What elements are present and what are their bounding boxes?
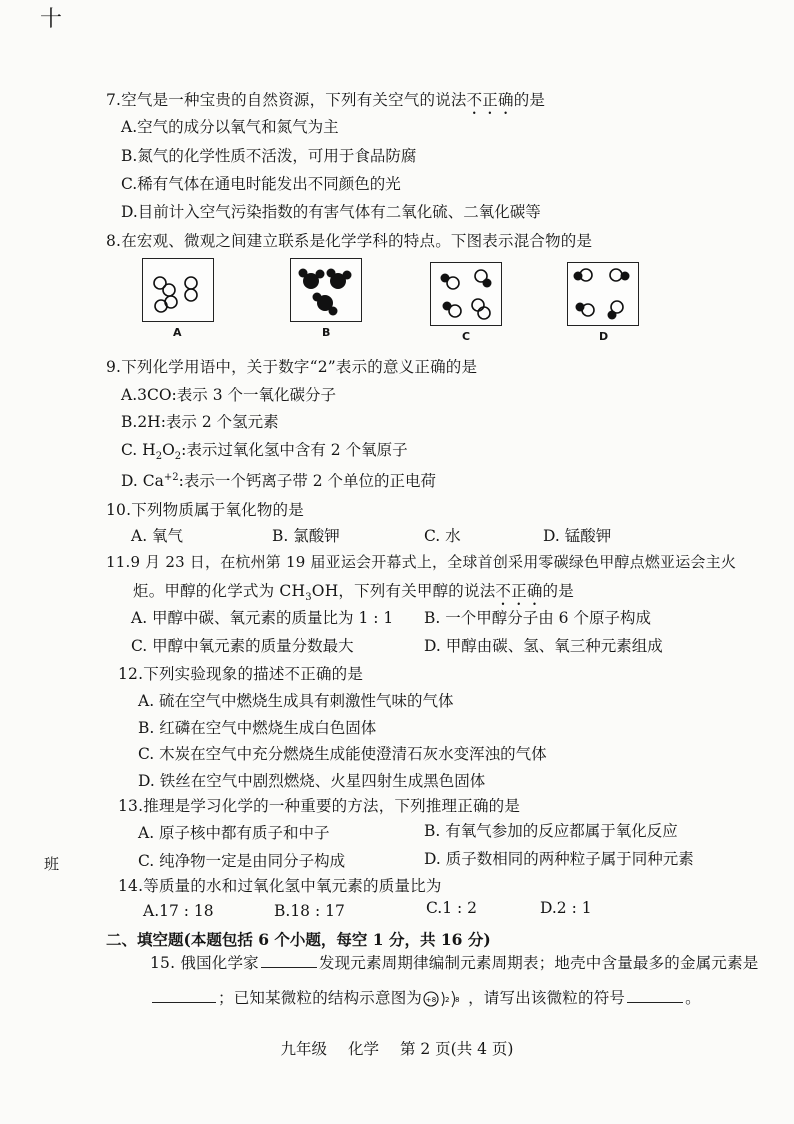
atomic-structure-icon (422, 989, 468, 1009)
q7-emphasis: 不正确 (466, 91, 514, 109)
q7-option-b: B.氮气的化学性质不活泼，可用于食品防腐 (121, 147, 417, 165)
q11-formula-pre: 炬。甲醇的化学式为 CH (133, 582, 306, 600)
corner-mark: 十 (40, 7, 63, 32)
q8-label-c: C (462, 330, 471, 343)
page-footer (0, 1037, 794, 1059)
q10-option-b: B. 氯酸钾 (272, 527, 340, 545)
q11-line1: 11.9 月 23 日，在杭州第 19 届亚运会开幕式上，全球首创采用零碳绿色甲醇点燃亚运会主火 (106, 553, 737, 571)
q7-option-a: A.空气的成分以氧气和氮气为主 (121, 118, 339, 136)
q11-option-a: A. 甲醇中碳、氧元素的质量比为 1 : 1 (131, 609, 394, 627)
q15-line1-post: 发现元素周期律编制元素周期表；地壳中含量最多的金属元素是 (318, 954, 759, 972)
q10-option-d: D. 锰酸钾 (543, 527, 612, 545)
q9-stem: 9.下列化学用语中，关于数字“2”表示的意义正确的是 (106, 358, 478, 376)
q15-line1-pre: 15. 俄国化学家 (150, 954, 259, 972)
q13-option-d: D. 质子数相同的两种粒子属于同种元素 (424, 850, 694, 868)
q8-label-a: A (173, 326, 182, 339)
q10-option-c: C. 水 (424, 527, 461, 545)
q9-option-a: A.3CO:表示 3 个一氧化碳分子 (121, 386, 336, 404)
q7-option-c: C.稀有气体在通电时能发出不同颜色的光 (121, 175, 401, 193)
q14-stem: 14.等质量的水和过氧化氢中氧元素的质量比为 (118, 877, 442, 895)
shell-1-count: 2 (445, 996, 450, 1004)
molecule-diagram-b (291, 259, 361, 321)
q9-c-sub1: 2 (155, 451, 163, 463)
q9-option-b: B.2H:表示 2 个氢元素 (121, 413, 279, 431)
q8-box-b (290, 258, 362, 322)
q13-option-c: C. 纯净物一定是由同分子构成 (138, 852, 346, 870)
q13-stem: 13.推理是学习化学的一种重要的方法，下列推理正确的是 (118, 797, 521, 815)
q9-d-ca: D. Ca (121, 472, 164, 490)
q10-stem: 10.下列物质属于氧化物的是 (106, 501, 304, 519)
answer-blank-2[interactable] (152, 990, 216, 1003)
q15-line1 (150, 951, 759, 973)
q10-option-a: A. 氧气 (131, 527, 184, 545)
q9-c-sub2: 2 (174, 451, 182, 463)
footer-grade: 九年级 (280, 1040, 328, 1058)
q8-label-d: D (599, 330, 609, 343)
q12-option-b: B. 红磷在空气中燃烧生成白色固体 (138, 719, 377, 737)
answer-blank-1[interactable] (261, 955, 317, 968)
q14-option-c: C.1 : 2 (426, 899, 478, 917)
q9-option-c (121, 438, 408, 462)
q9-d-sup: +2 (163, 471, 179, 483)
q8-label-b: B (322, 326, 331, 339)
q9-option-d (121, 469, 436, 491)
section-2-title: 二、填空题(本题包括 6 个小题，每空 1 分，共 16 分) (106, 930, 491, 949)
answer-blank-3[interactable] (627, 990, 683, 1003)
q15-line2-pre: ；已知某微粒的结构示意图为 (218, 989, 423, 1007)
footer-page-info: 第 2 页(共 4 页) (399, 1040, 514, 1058)
shell-2-count: 8 (455, 996, 460, 1004)
q9-c-text: :表示过氧化氢中含有 2 个氧原子 (181, 441, 408, 459)
side-mark: 班 (44, 855, 60, 873)
q11-line2-mid: OH，下列有关甲醇的说法 (311, 582, 496, 600)
q11-line2 (133, 579, 574, 609)
q9-c-h: C. H (121, 441, 156, 459)
q8-stem: 8.在宏观、微观之间建立联系是化学学科的特点。下图表示混合物的是 (106, 232, 593, 250)
q12-stem: 12.下列实验现象的描述不正确的是 (118, 665, 364, 683)
q7-stem (106, 88, 545, 118)
q12-option-a: A. 硫在空气中燃烧生成具有刺激性气味的气体 (138, 692, 454, 710)
q11-option-c: C. 甲醇中氧元素的质量分数最大 (131, 637, 354, 655)
q9-c-o: O (162, 441, 175, 459)
q12-option-c: C. 木炭在空气中充分燃烧生成能使澄清石灰水变浑浊的气体 (138, 745, 547, 763)
q11-formula-sub: 3 (305, 592, 312, 604)
q14-option-b: B.18 : 17 (274, 902, 345, 920)
footer-subject: 化学 (347, 1040, 379, 1058)
q15-line2 (150, 986, 701, 1009)
q8-box-a (142, 258, 214, 322)
molecule-diagram-a (143, 259, 213, 321)
q11-line2-end: 的是 (542, 582, 574, 600)
q13-option-b: B. 有氧气参加的反应都属于氧化反应 (424, 822, 678, 840)
q8-box-d (567, 262, 639, 326)
q11-emphasis: 不正确 (495, 582, 543, 600)
q7-stem-text: 7.空气是一种宝贵的自然资源，下列有关空气的说法 (106, 91, 467, 109)
q15-line2-post: ，请写出该微粒的符号 (468, 989, 626, 1007)
q7-stem-end: 的是 (513, 91, 546, 109)
molecule-diagram-d (568, 263, 638, 325)
q8-box-c (430, 262, 502, 326)
q9-d-text: :表示一个钙离子带 2 个单位的正电荷 (178, 472, 437, 490)
molecule-diagram-c (431, 263, 501, 325)
q13-option-a: A. 原子核中都有质子和中子 (138, 824, 330, 842)
q11-option-d: D. 甲醇由碳、氢、氧三种元素组成 (424, 637, 663, 655)
q14-option-a: A.17 : 18 (143, 902, 214, 920)
nucleus-charge: +8 (425, 996, 437, 1004)
q11-option-b: B. 一个甲醇分子由 6 个原子构成 (424, 609, 651, 627)
q14-option-d: D.2 : 1 (540, 899, 592, 917)
q7-option-d: D.目前计入空气污染指数的有害气体有二氧化硫、二氧化碳等 (121, 203, 541, 221)
q15-line2-end: 。 (685, 989, 701, 1007)
q12-option-d: D. 铁丝在空气中剧烈燃烧、火星四射生成黑色固体 (138, 772, 486, 790)
